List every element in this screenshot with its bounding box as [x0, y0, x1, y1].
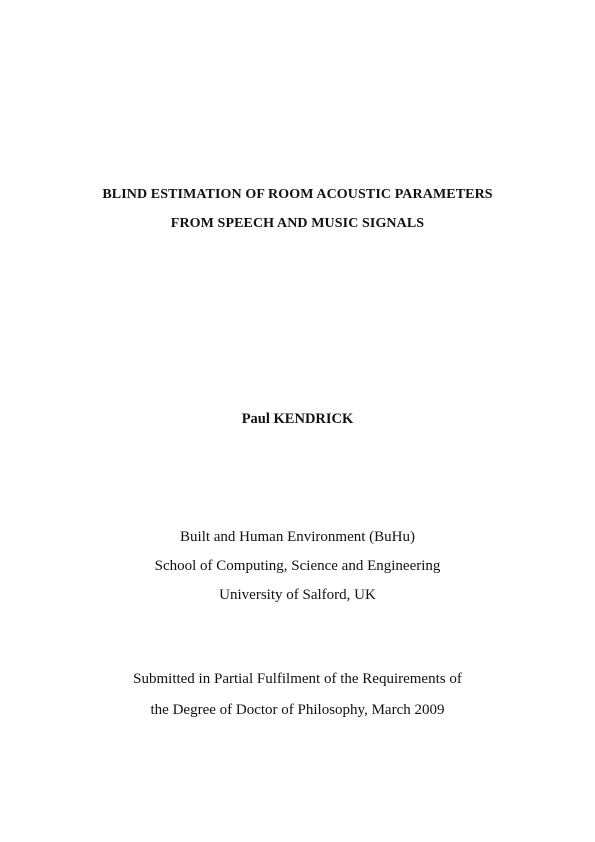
- thesis-title-line-1: BLIND ESTIMATION OF ROOM ACOUSTIC PARAMETERS: [102, 187, 493, 202]
- author-name: Paul KENDRICK: [241, 411, 354, 427]
- submission-statement-line-2: the Degree of Doctor of Philosophy, March 2009: [150, 702, 445, 718]
- affiliation-school: School of Computing, Science and Engineering: [154, 558, 441, 574]
- affiliation-university: University of Salford, UK: [219, 587, 376, 603]
- thesis-title-line-2: FROM SPEECH AND MUSIC SIGNALS: [170, 216, 425, 231]
- affiliation-department: Built and Human Environment (BuHu): [180, 529, 415, 545]
- submission-statement-line-1: Submitted in Partial Fulfilment of the Requirements of: [133, 671, 462, 687]
